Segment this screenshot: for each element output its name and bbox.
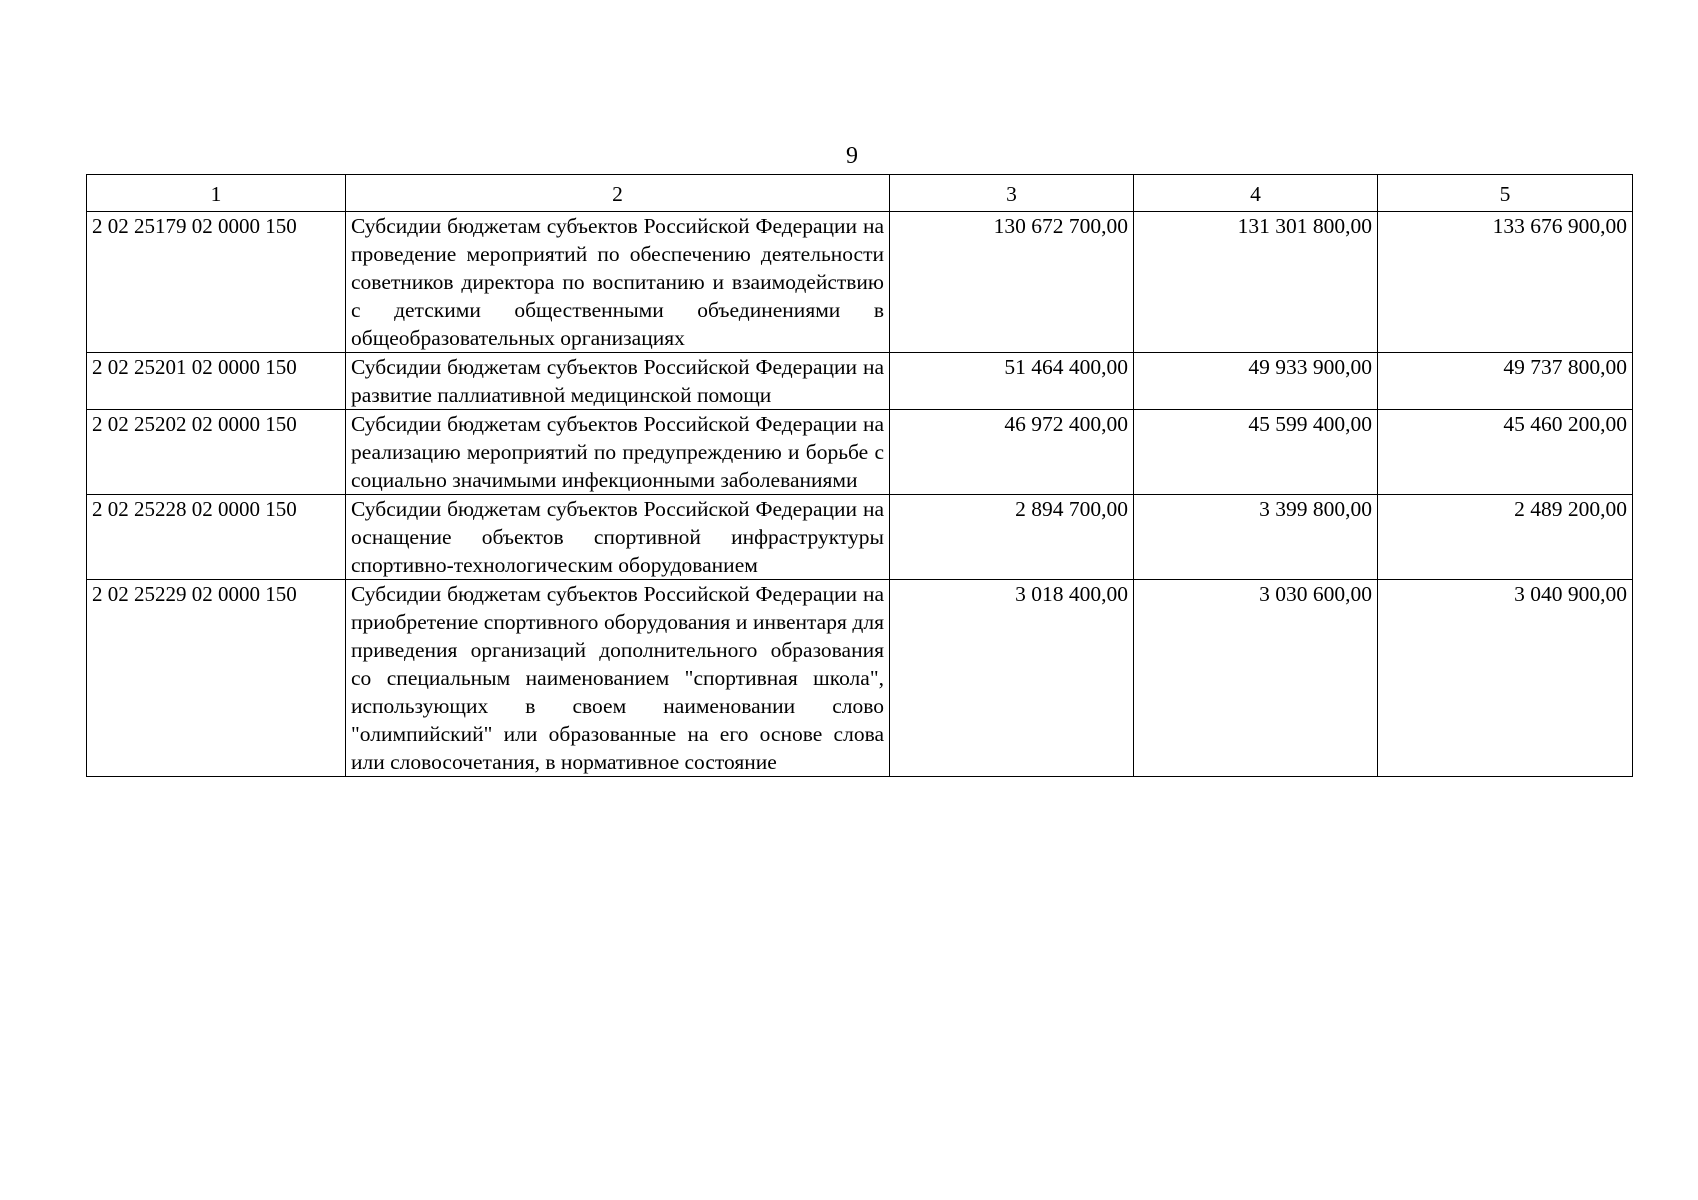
page-number: 9 xyxy=(846,143,858,169)
budget-code-cell: 2 02 25228 02 0000 150 xyxy=(87,495,346,580)
amount-col4-cell: 49 933 900,00 xyxy=(1134,353,1378,410)
amount-col4-cell: 3 030 600,00 xyxy=(1134,580,1378,777)
budget-code-cell: 2 02 25179 02 0000 150 xyxy=(87,212,346,353)
table-row xyxy=(87,353,1633,410)
amount-col3-cell: 130 672 700,00 xyxy=(890,212,1134,353)
budget-table xyxy=(86,174,1633,777)
amount-col5-cell: 45 460 200,00 xyxy=(1378,410,1633,495)
amount-col3-cell: 2 894 700,00 xyxy=(890,495,1134,580)
budget-code-cell: 2 02 25201 02 0000 150 xyxy=(87,353,346,410)
column-header-1: 1 xyxy=(87,175,346,212)
column-header-4: 4 xyxy=(1134,175,1378,212)
amount-col3-cell: 3 018 400,00 xyxy=(890,580,1134,777)
column-header-3: 3 xyxy=(890,175,1134,212)
table-row xyxy=(87,410,1633,495)
budget-code-cell: 2 02 25229 02 0000 150 xyxy=(87,580,346,777)
column-header-5: 5 xyxy=(1378,175,1633,212)
description-cell: Субсидии бюджетам субъектов Российской Федерации на оснащение объектов спортивной инфраструктуры спортивно-технологическим оборудованием xyxy=(346,495,890,580)
description-cell: Субсидии бюджетам субъектов Российской Федерации на развитие паллиативной медицинской помощи xyxy=(346,353,890,410)
table-row xyxy=(87,212,1633,353)
amount-col5-cell: 2 489 200,00 xyxy=(1378,495,1633,580)
amount-col4-cell: 45 599 400,00 xyxy=(1134,410,1378,495)
column-header-2: 2 xyxy=(346,175,890,212)
amount-col5-cell: 3 040 900,00 xyxy=(1378,580,1633,777)
amount-col5-cell: 133 676 900,00 xyxy=(1378,212,1633,353)
amount-col3-cell: 51 464 400,00 xyxy=(890,353,1134,410)
amount-col4-cell: 3 399 800,00 xyxy=(1134,495,1378,580)
budget-code-cell: 2 02 25202 02 0000 150 xyxy=(87,410,346,495)
table-row xyxy=(87,495,1633,580)
amount-col3-cell: 46 972 400,00 xyxy=(890,410,1134,495)
amount-col5-cell: 49 737 800,00 xyxy=(1378,353,1633,410)
header-row xyxy=(87,175,1633,212)
amount-col4-cell: 131 301 800,00 xyxy=(1134,212,1378,353)
table-row xyxy=(87,580,1633,777)
description-cell: Субсидии бюджетам субъектов Российской Федерации на проведение мероприятий по обеспечению деятельности советников директора по воспитанию и взаимодействию с детскими общественными объединениями в общеобразовательных организациях xyxy=(346,212,890,353)
description-cell: Субсидии бюджетам субъектов Российской Федерации на приобретение спортивного оборудования и инвентаря для приведения организаций дополнительного образования со специальным наименованием "спортивная школа", использующих в своем наименовании слово "олимпийский" или образованные на его основе слова или словосочетания, в нормативное состояние xyxy=(346,580,890,777)
description-cell: Субсидии бюджетам субъектов Российской Федерации на реализацию мероприятий по предупреждению и борьбе с социально значимыми инфекционными заболеваниями xyxy=(346,410,890,495)
